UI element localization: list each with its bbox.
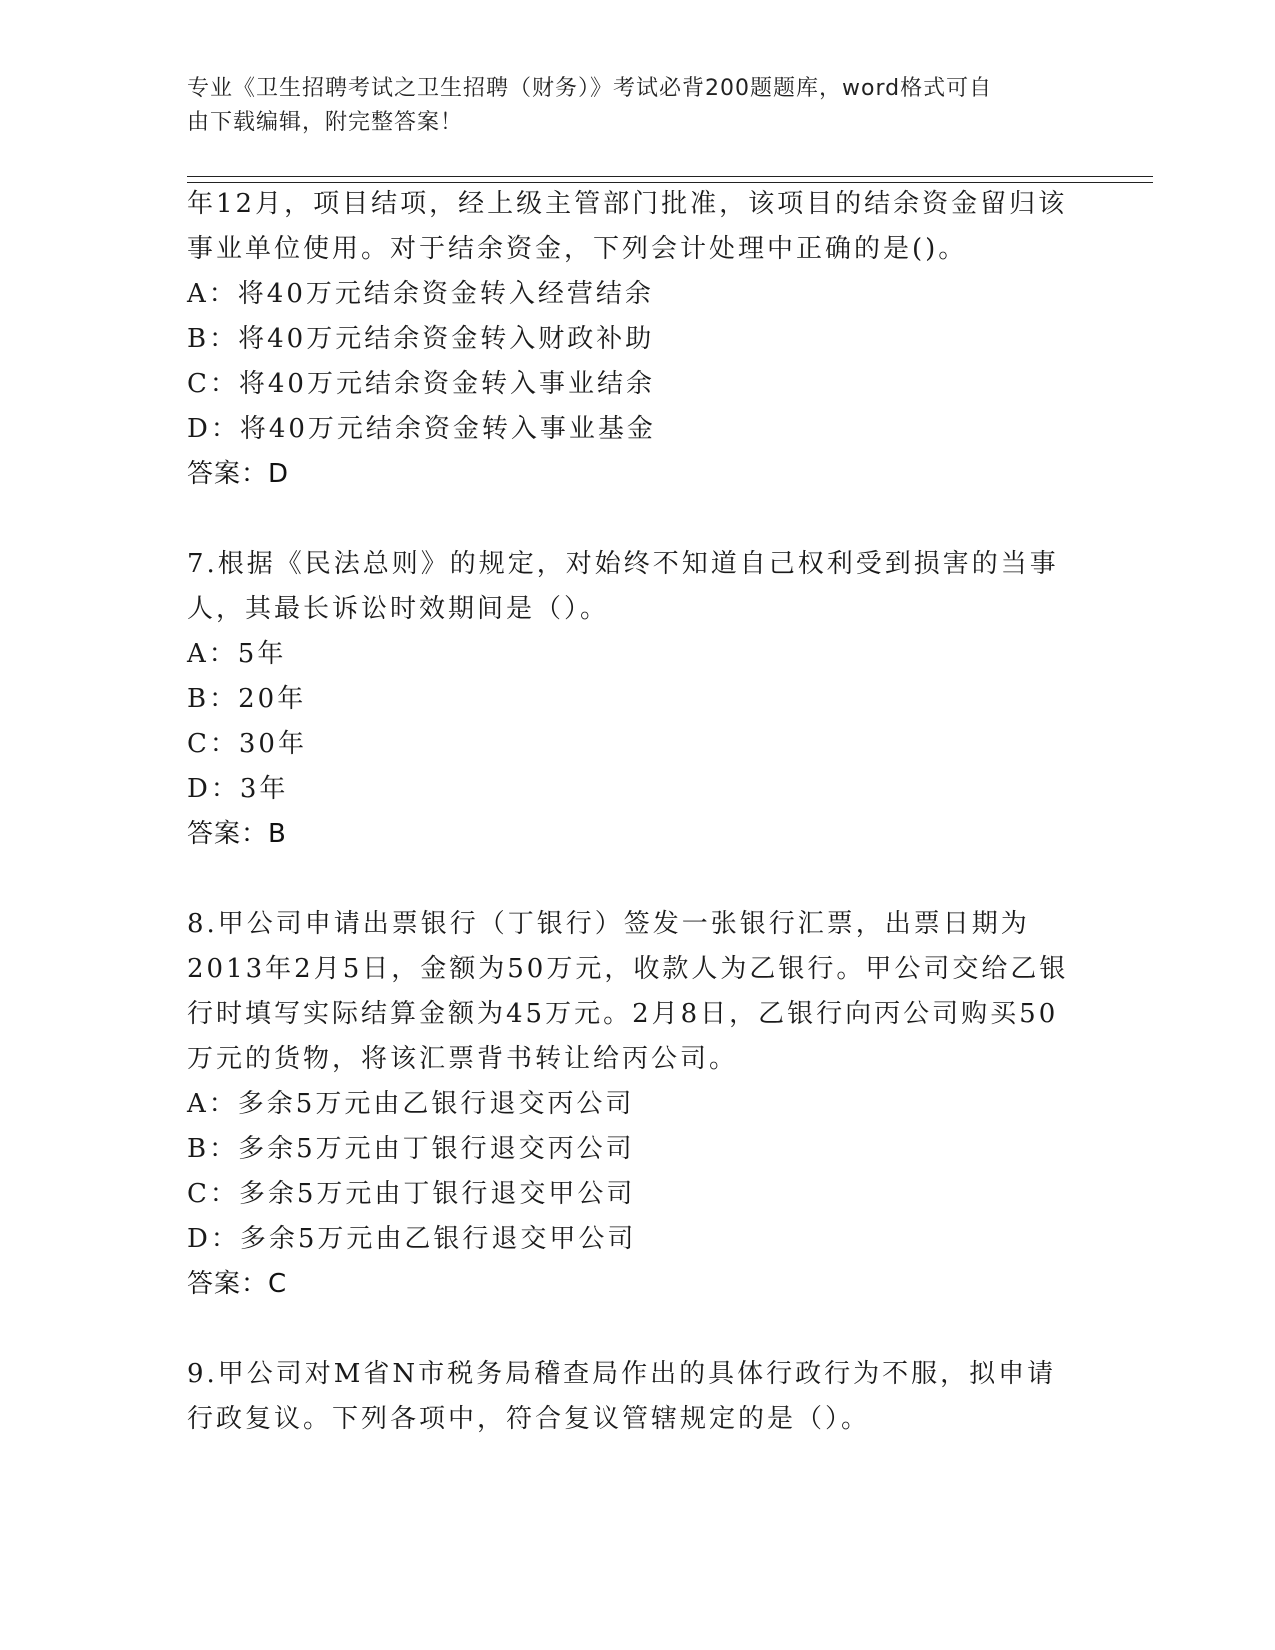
q7-option-a: A：5年: [187, 639, 287, 669]
q6-option-c: C：将40万元结余资金转入事业结余: [187, 369, 655, 399]
q8-option-d: D：多余5万元由乙银行退交甲公司: [187, 1224, 637, 1254]
q6-answer: 答案：D: [187, 459, 290, 489]
q8-option-a: A：多余5万元由乙银行退交丙公司: [187, 1089, 635, 1119]
q9-stem-line-1: 9.甲公司对M省N市税务局稽查局作出的具体行政行为不服，拟申请: [187, 1359, 1057, 1389]
header-line-1: 专业《卫生招聘考试之卫生招聘（财务）》考试必背200题题库，word格式可自: [187, 76, 993, 101]
q6-option-b: B：将40万元结余资金转入财政补助: [187, 324, 655, 354]
q8-answer: 答案：C: [187, 1269, 288, 1299]
q8-stem-line-4: 万元的货物，将该汇票背书转让给丙公司。: [187, 1044, 739, 1074]
header-line-2: 由下载编辑，附完整答案！: [187, 110, 464, 135]
q7-option-c: C：30年: [187, 729, 307, 759]
q8-option-b: B：多余5万元由丁银行退交丙公司: [187, 1134, 635, 1164]
q7-stem-line-2: 人，其最长诉讼时效期间是（）。: [187, 594, 610, 624]
q8-stem-line-3: 行时填写实际结算金额为45万元。2月8日，乙银行向丙公司购买50: [187, 999, 1059, 1029]
document-header: [187, 72, 1067, 140]
q7-option-b: B：20年: [187, 684, 307, 714]
q6-option-d: D：将40万元结余资金转入事业基金: [187, 414, 656, 444]
q7-stem-line-1: 7.根据《民法总则》的规定，对始终不知道自己权利受到损害的当事: [187, 549, 1059, 579]
q9-stem-line-2: 行政复议。下列各项中，符合复议管辖规定的是（）。: [187, 1404, 871, 1434]
header-divider-top: [187, 176, 1153, 177]
q8-option-c: C：多余5万元由丁银行退交甲公司: [187, 1179, 636, 1209]
q6-stem-line-1: 年12月，项目结项，经上级主管部门批准，该项目的结余资金留归该: [187, 189, 1068, 219]
q6-option-a: A：将40万元结余资金转入经营结余: [187, 279, 654, 309]
q8-stem-line-2: 2013年2月5日，金额为50万元，收款人为乙银行。甲公司交给乙银: [187, 954, 1069, 984]
q7-answer: 答案：B: [187, 819, 287, 849]
q8-stem-line-1: 8.甲公司申请出票银行（丁银行）签发一张银行汇票，出票日期为: [187, 909, 1030, 939]
q7-option-d: D：3年: [187, 774, 289, 804]
q6-stem-line-2: 事业单位使用。对于结余资金，下列会计处理中正确的是()。: [187, 234, 968, 264]
